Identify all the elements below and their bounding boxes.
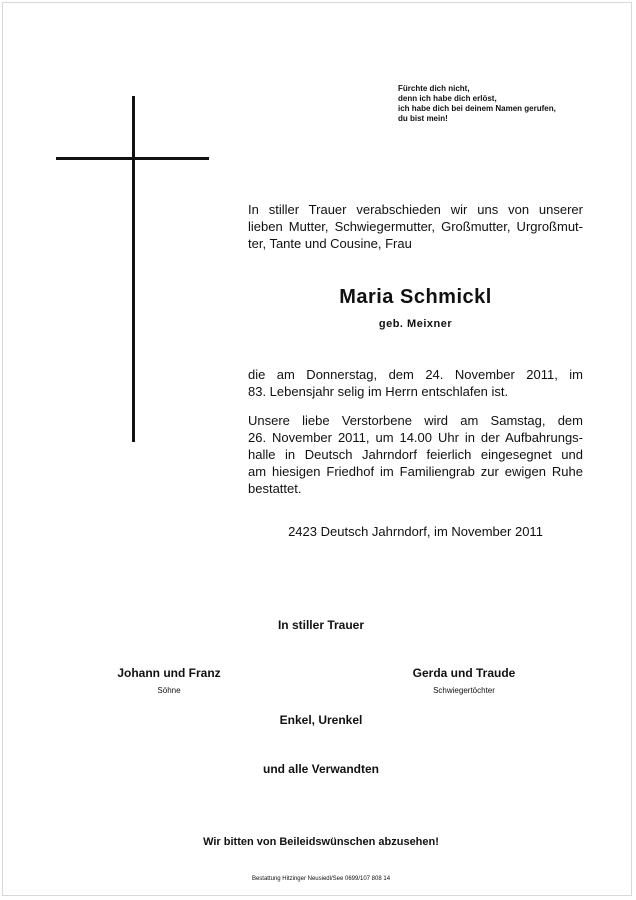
death-line: die am Donnerstag, dem 24. November 2011, im (248, 367, 583, 382)
relatives: und alle Verwandten (262, 762, 380, 776)
intro-line: lieben Mutter, Schwiegermutter, Großmutter, Urgroßmut- (248, 219, 583, 234)
funeral-line: 26. November 2011, um 14.00 Uhr in der Aufbahrungs- (248, 430, 583, 445)
death-paragraph (248, 366, 583, 400)
death-line: 83. Lebensjahr selig im Herrn entschlafen ist. (248, 384, 509, 399)
condolence-request: Wir bitten von Beileidswünschen abzusehen! (203, 836, 439, 848)
sons-role: Söhne (157, 686, 181, 695)
maiden-name: geb. Meixner (378, 318, 453, 330)
funeral-line: bestattet. (248, 481, 302, 496)
funeral-home-footer: Bestattung Hitzinger Neusiedl/See 0699/107 808 14 (251, 876, 391, 882)
funeral-line: Unsere liebe Verstorbene wird am Samstag, dem (248, 413, 583, 428)
funeral-line: am hiesigen Friedhof im Familiengrab zur ewigen Ruhe (248, 464, 583, 479)
sons-names: Johann und Franz (117, 666, 221, 680)
intro-line: In stiller Trauer verabschieden wir uns von unserer (248, 202, 583, 217)
intro-paragraph (248, 201, 583, 252)
intro-line: ter, Tante und Cousine, Frau (248, 236, 412, 251)
daughters-in-law-names: Gerda und Traude (412, 666, 516, 680)
funeral-line: halle in Deutsch Jahrndorf feierlich eingesegnet und (248, 447, 583, 462)
deceased-name: Maria Schmickl (339, 286, 492, 308)
quote-line: denn ich habe dich erlöst, (398, 94, 497, 103)
cross-vertical-bar (132, 96, 135, 442)
mourning-heading: In stiller Trauer (277, 618, 365, 632)
quote-line: Fürchte dich nicht, (398, 84, 470, 93)
quote-line: ich habe dich bei deinem Namen gerufen, (398, 104, 556, 113)
grandchildren: Enkel, Urenkel (279, 713, 363, 727)
daughters-in-law-role: Schwiegertöchter (433, 686, 495, 695)
place-date: 2423 Deutsch Jahrndorf, im November 2011 (288, 524, 543, 539)
funeral-paragraph (248, 412, 583, 497)
quote-line: du bist mein! (398, 114, 448, 123)
cross-horizontal-bar (56, 157, 209, 160)
bible-quote (398, 84, 598, 124)
